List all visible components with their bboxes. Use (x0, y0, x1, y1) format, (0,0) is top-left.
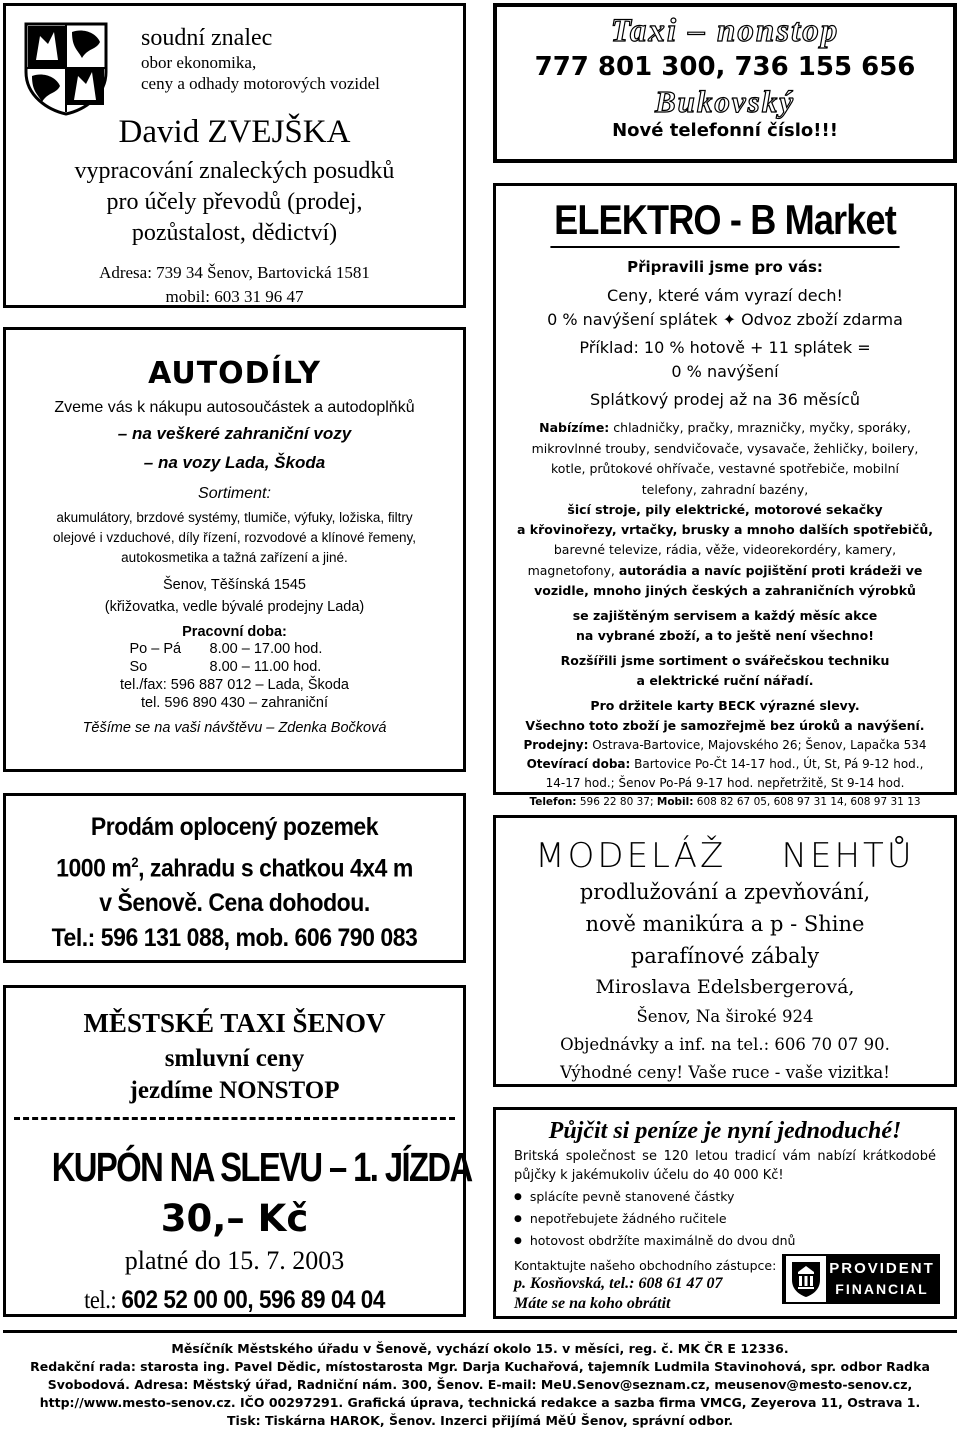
land-sale-line (24, 845, 444, 886)
footer-line: http://www.mesto-senov.cz. IČO 00297291. Grafická úprava, technická redakce a sazba firma VMCG, Zeyerova 11, Ostrava 1. (39, 1395, 921, 1410)
expert-desc-line: pro účely převodů (prodej, (106, 189, 363, 215)
coupon-validity: platné do 15. 7. 2003 (124, 1246, 345, 1275)
car-parts-assortment-label: Sortiment: (198, 485, 271, 502)
elektro-market-ad (493, 183, 957, 808)
offer-text: chladničky, pračky, mrazničky, myčky, sporáky, (609, 420, 911, 435)
elektro-contacts (496, 736, 954, 812)
expert-field-2: ceny a odhady motorových vozidel (141, 74, 380, 93)
elektro-installments: Splátkový prodej až na 36 měsíců (590, 390, 860, 409)
loan-benefit: ● hotovost obdržíte maximálně do dvou dnů (514, 1231, 936, 1253)
nail-studio-title: MODELÁŽ NEHTŮ (535, 836, 915, 876)
offer-line (496, 561, 954, 582)
expert-address: Adresa: 739 34 Šenov, Bartovická 1581 (99, 263, 370, 282)
hours-day: So (129, 659, 148, 675)
city-taxi-prices: smluvní ceny (164, 1045, 305, 1072)
car-parts-foreign: – na veškeré zahraniční vozy (117, 424, 352, 443)
city-taxi-ad (3, 985, 472, 1317)
nail-studio-ad (493, 815, 957, 1087)
offer-line: kotle, průtokové ohřívače, vestavné spotřebiče, mobilní (551, 461, 899, 476)
provident-wordmark (826, 1259, 938, 1299)
nail-studio-line: parafínové zábaly (630, 944, 820, 968)
car-parts-lada-skoda: – na vozy Lada, Škoda (143, 453, 326, 472)
taxi-nonstop-name: Bukovský (655, 84, 795, 119)
loan-ad (493, 1107, 957, 1319)
land-sale-phone: Tel.: 596 131 088, mob. 606 790 083 (51, 924, 418, 953)
hours-row (6, 658, 463, 676)
opening-text: Bartovice Po-Čt 14-17 hod., Út, St, Pá 9-12 hod., (630, 757, 924, 771)
nail-studio-line: nově manikúra a p - Shine (585, 912, 865, 936)
car-parts-intro: Zveme vás k nákupu autosoučástek a autodoplňků (54, 399, 415, 416)
expert-contact (6, 261, 463, 309)
hours-time: 8.00 – 11.00 hod. (209, 659, 322, 675)
assortment-line: autokosmetika a tažná zařízení a jiné. (121, 550, 348, 565)
service-line: na vybrané zboží, a to ještě není všechno! (576, 628, 874, 643)
loan-benefit: ● nepotřebujete žádného ručitele (514, 1209, 936, 1231)
expert-name: David ZVEJŠKA (118, 114, 351, 150)
beck-discount: Pro držitele karty BECK výrazné slevy. (590, 698, 860, 713)
opening-line (504, 755, 946, 774)
offer-line: mikrovlnné trouby, sendvičovače, vysavače, žehličky, boilery, (531, 440, 919, 456)
elektro-offer (496, 418, 954, 500)
expert-title: soudní znalec (141, 25, 273, 51)
offer-line: telefony, zahradní bazény, (641, 481, 809, 497)
address-line: Šenov, Těšínská 1545 (163, 577, 306, 593)
loan-contact-label: Kontaktujte našeho obchodního zástupce: (514, 1258, 777, 1273)
offer-line (504, 418, 946, 439)
shops-line (504, 736, 946, 755)
nail-studio-phone: Objednávky a inf. na tel.: 606 70 07 90. (560, 1035, 890, 1054)
land-sale-line: Prodám oplocený pozemek (90, 813, 379, 841)
car-parts-phone-1: tel./fax: 596 887 012 – Lada, Škoda (120, 677, 349, 693)
financial-word: FINANCIAL (835, 1281, 929, 1297)
coupon-cut-line (14, 1117, 455, 1120)
assortment-line: olejové i vzduchové, díly řízení, rozvodové a klínové řemeny, (53, 530, 416, 545)
opening-label: Otevírací doba: (526, 757, 631, 771)
opening-text: 14-17 hod.; Šenov Po-Pá 9-17 hod. nepřetržitě, St 9-14 hod. (545, 776, 905, 790)
car-parts-address (6, 574, 463, 618)
hours-day: Po – Pá (129, 641, 182, 657)
provident-word: PROVIDENT (829, 1260, 935, 1277)
loan-benefit: ● splácíte pevně stanovené částky (514, 1187, 936, 1209)
expert-field: obor ekonomika, (141, 53, 257, 72)
coat-of-arms-icon (22, 20, 110, 116)
mobile-text: 608 82 67 05, 608 97 31 14, 608 97 31 13 (693, 796, 921, 808)
phone-text: 596 22 80 37; (576, 796, 657, 808)
footer-line: Svobodová. Adresa: Městský úřad, Radniční nám. 300, Šenov. E-mail: MeU.Senov@seznam.cz, meusenov@mesto-senov.cz, (47, 1377, 913, 1392)
nail-studio-owner: Miroslava Edelsbergerová, (595, 976, 855, 998)
offer-text-bold: autorádia a navíc pojištění proti krádeži ve (618, 562, 923, 578)
shops-label: Prodejny: (523, 738, 589, 752)
phones-line (504, 793, 946, 812)
footer-line: Redakční rada: starosta ing. Pavel Dědic, místostarosta Mgr. Darja Kuchařová, tajemník Ludmila Stavinohová, spr. odbor Radka (30, 1359, 930, 1374)
loan-benefits (514, 1187, 936, 1253)
hours-row (6, 640, 463, 658)
expert-heading (141, 24, 380, 94)
provident-logo (782, 1254, 940, 1304)
car-parts-assortment (6, 508, 463, 568)
expert-description (6, 156, 463, 249)
city-taxi-title: MĚSTSKÉ TAXI ŠENOV (83, 1008, 386, 1038)
car-parts-phone-2: tel. 596 890 430 – zahraniční (140, 695, 329, 711)
coupon-title: KUPÓN NA SLEVU – 1. JÍZDA (51, 1144, 472, 1190)
hours-time: 8.00 – 17.00 hod. (209, 641, 323, 657)
land-sale-ad (3, 793, 466, 963)
mobile-label: Mobil: (656, 796, 694, 808)
masthead-footer (3, 1330, 957, 1436)
expert-desc-line: vypracování znaleckých posudků (74, 158, 395, 184)
elektro-zero-percent: 0 % navýšení splátek ✦ Odvoz zboží zdarma (547, 310, 903, 329)
expert-desc-line: pozůstalost, dědictví) (131, 220, 338, 246)
city-taxi-phone (29, 1286, 440, 1315)
taxi-nonstop-ad (493, 3, 957, 163)
phone-numbers: 602 52 00 00, 596 89 04 04 (121, 1286, 385, 1314)
expert-ad (3, 3, 466, 308)
land-sale-line: v Šenově. Cena dohodou. (99, 889, 370, 918)
offer-label: Nabízíme: (539, 420, 610, 435)
phone-prefix: tel.: (84, 1287, 122, 1314)
offer-line: barevné televize, rádia, věže, videorekordéry, kamery, (553, 542, 897, 557)
extension-line: a elektrické ruční nářadí. (636, 673, 814, 688)
offer-line-bold: a křovinořezy, vrtačky, brusky a mnoho dalších spotřebičů, (516, 522, 934, 537)
expert-mobile: mobil: 603 31 96 47 (165, 287, 304, 306)
offer-line-bold: vozidle, mnoho jiných českých a zahraničních výrobků (534, 583, 916, 598)
nail-studio-address: Šenov, Na široké 924 (636, 1007, 814, 1026)
footer-line: Měsíčník Městského úřadu v Šenově, vychází okolo 15. v měsíci, reg. č. MK ČR E 12336. (171, 1341, 789, 1356)
elektro-headline: Ceny, které vám vyrazí dech! (607, 286, 843, 305)
land-sale-text (24, 810, 444, 956)
phone-label: Telefon: (529, 796, 577, 808)
opening-hours-title: Pracovní doba: (182, 624, 287, 640)
offer-text: magnetofony, (527, 562, 619, 578)
land-area: 1000 m (56, 854, 132, 883)
car-parts-signature: Těšíme se na vaši návštěvu – Zdenka Bočková (82, 720, 387, 736)
elektro-example: Příklad: 10 % hotově + 11 splátek = (579, 338, 871, 357)
provident-shield-icon (786, 1256, 826, 1302)
nail-studio-line: prodlužování a zpevňování, (579, 880, 871, 904)
city-taxi-nonstop: jezdíme NONSTOP (129, 1077, 340, 1104)
taxi-nonstop-notice: Nové telefonní číslo!!! (612, 120, 838, 141)
opening-hours (6, 640, 463, 712)
loan-title: Půjčit si peníze je nyní jednoduché! (548, 1118, 902, 1144)
loan-text: Britská společnost se 120 letou tradicí vám nabízí krátkodobé půjčky k jakémukoliv účelu do 40 000 Kč! (514, 1149, 936, 1183)
taxi-nonstop-title: Taxi – nonstop (610, 13, 840, 49)
taxi-nonstop-phones: 777 801 300, 736 155 656 (534, 52, 916, 82)
shops-text: Ostrava-Bartovice, Majovského 26; Šenov, Lapačka 534 (588, 738, 927, 752)
elektro-example-2: 0 % navýšení (671, 362, 779, 381)
loan-slogan: Máte se na koho obrátit (514, 1295, 671, 1312)
land-garden: , zahradu s chatkou 4x4 m (138, 854, 413, 883)
car-parts-title: AUTODÍLY (148, 356, 321, 391)
address-line: (křižovatka, vedle bývalé prodejny Lada) (104, 599, 365, 615)
elektro-prepared: Připravili jsme pro vás: (627, 258, 823, 276)
service-line: se zajištěným servisem a každý měsíc akce (572, 608, 878, 623)
coupon-price: 30,– Kč (160, 1197, 309, 1240)
extension-line: Rozšířili jsme sortiment o svářečskou techniku (560, 653, 890, 668)
car-parts-ad (3, 327, 466, 772)
elektro-title: ELEKTRO - B Market (550, 196, 899, 248)
loan-agent: p. Kosňovská, tel.: 608 61 47 07 (514, 1275, 723, 1292)
offer-line-bold: šicí stroje, pily elektrické, motorové sekačky (567, 502, 883, 517)
no-interest: Všechno toto zboží je samozřejmě bez úroků a navýšení. (525, 718, 925, 733)
footer-line: Tisk: Tiskárna HAROK, Šenov. Inzerci přijímá MěÚ Šenov, správní odbor. (227, 1413, 733, 1428)
assortment-line: akumulátory, brzdové systémy, tlumiče, výfuky, ložiska, filtry (56, 510, 413, 525)
area-unit-exponent: 2 (131, 854, 139, 870)
nail-studio-slogan: Výhodné ceny! Vaše ruce - vaše vizitka! (560, 1063, 890, 1082)
